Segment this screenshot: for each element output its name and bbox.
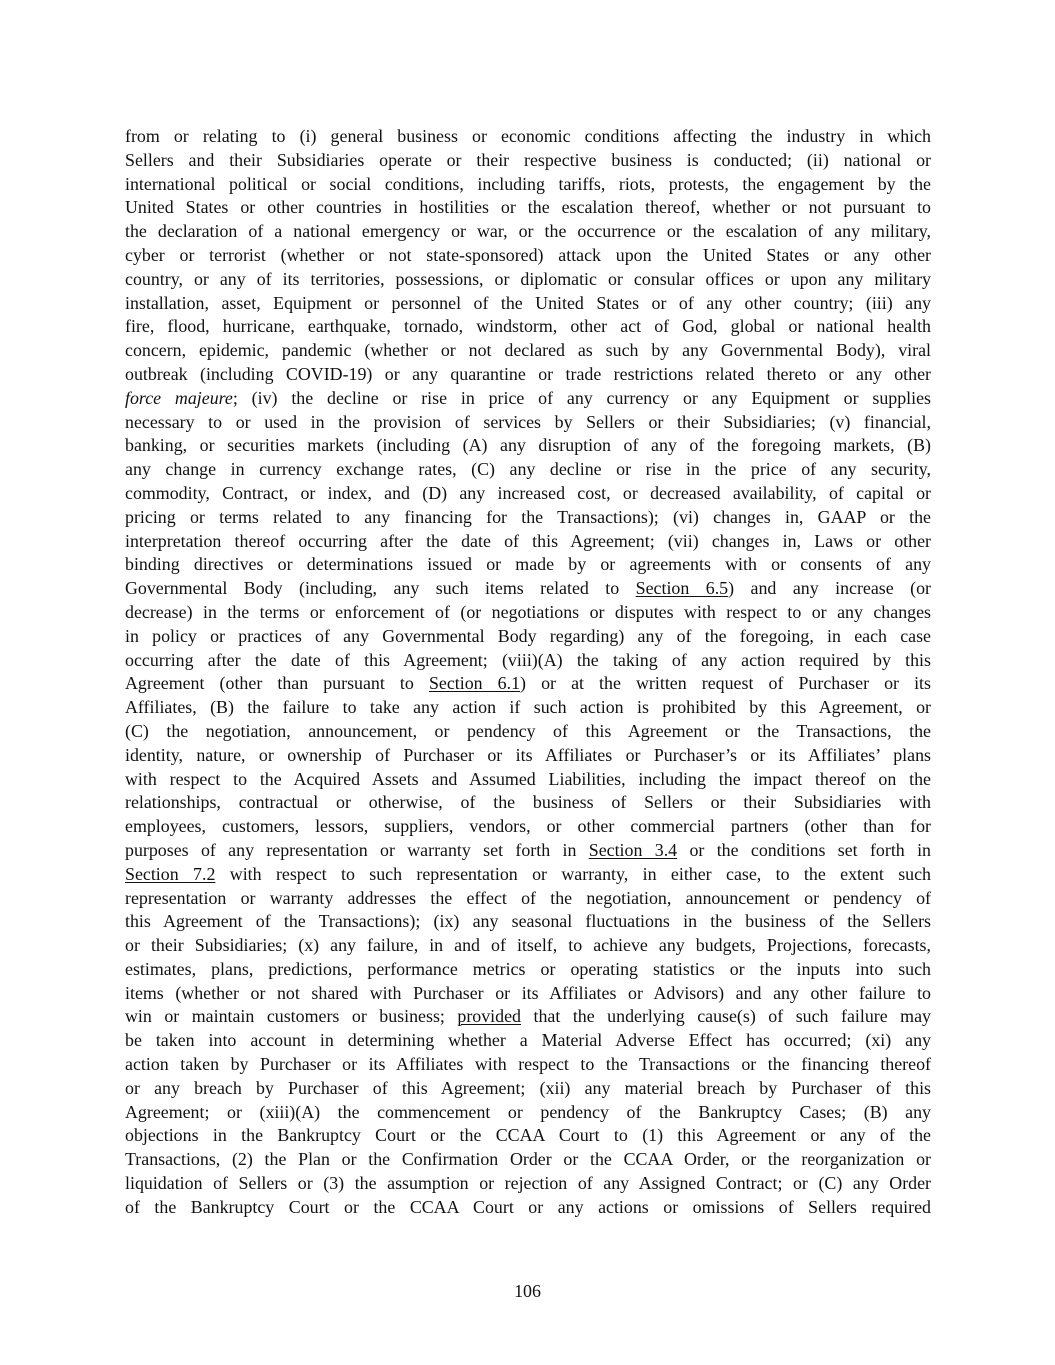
text-line bbox=[125, 149, 931, 173]
text-line bbox=[125, 958, 931, 982]
text-line bbox=[125, 292, 931, 316]
text-line bbox=[125, 1029, 931, 1053]
text-line bbox=[125, 887, 931, 911]
text-segment: Affiliates, (B) the failure to take any action if such action is prohibited by this Agreement, or bbox=[125, 697, 931, 718]
text-segment: Governmental Body (including, any such items related to bbox=[125, 578, 636, 599]
text-segment: any change in currency exchange rates, (C) any decline or rise in the price of any security, bbox=[125, 459, 931, 480]
text-segment: Agreement; or (xiii)(A) the commencement or pendency of the Bankruptcy Cases; (B) any bbox=[125, 1101, 931, 1122]
text-line bbox=[125, 910, 931, 934]
text-segment: be taken into account in determining whether a Material Adverse Effect has occurred; (xi) any bbox=[125, 1030, 931, 1051]
text-line bbox=[125, 530, 931, 554]
text-segment: occurring after the date of this Agreement; (viii)(A) the taking of any action required by this bbox=[125, 649, 931, 670]
text-line bbox=[125, 577, 931, 601]
text-line bbox=[125, 744, 931, 768]
text-segment: representation or warranty addresses the effect of the negotiation, announcement or pendency of bbox=[125, 887, 931, 908]
text-line bbox=[125, 696, 931, 720]
text-line bbox=[125, 1196, 931, 1220]
text-line bbox=[125, 1148, 931, 1172]
text-segment: Agreement (other than pursuant to bbox=[125, 673, 429, 694]
text-segment: necessary to or used in the provision of services by Sellers or their Subsidiaries; (v) financial, bbox=[125, 411, 931, 432]
text-line bbox=[125, 982, 931, 1006]
italic-term: force majeure bbox=[125, 387, 233, 408]
section-reference: Section 7.2 bbox=[125, 863, 216, 884]
text-segment: purposes of any representation or warranty set forth in bbox=[125, 839, 589, 860]
text-segment: outbreak (including COVID-19) or any quarantine or trade restrictions related thereto or any other bbox=[125, 363, 931, 384]
text-segment: that the underlying cause(s) of such failure may bbox=[521, 1006, 931, 1027]
text-segment: identity, nature, or ownership of Purchaser or its Affiliates or Purchaser’s or its Affiliates’ plans bbox=[125, 744, 931, 765]
text-segment: concern, epidemic, pandemic (whether or not declared as such by any Governmental Body), viral bbox=[125, 340, 931, 361]
text-line bbox=[125, 1053, 931, 1077]
text-line bbox=[125, 458, 931, 482]
text-segment: this Agreement of the Transactions); (ix) any seasonal fluctuations in the business of the Sellers bbox=[125, 911, 931, 932]
text-segment: pricing or terms related to any financing for the Transactions); (vi) changes in, GAAP or the bbox=[125, 506, 931, 527]
text-segment: win or maintain customers or business; bbox=[125, 1006, 458, 1027]
text-line bbox=[125, 220, 931, 244]
text-segment: liquidation of Sellers or (3) the assumption or rejection of any Assigned Contract; or (C) any Order bbox=[125, 1173, 931, 1194]
text-segment: or their Subsidiaries; (x) any failure, in and of itself, to achieve any budgets, Projections, forecasts, bbox=[125, 935, 931, 956]
text-segment: items (whether or not shared with Purchaser or its Affiliates or Advisors) and any other failure to bbox=[125, 982, 931, 1003]
text-line bbox=[125, 125, 931, 149]
text-line bbox=[125, 506, 931, 530]
text-line bbox=[125, 553, 931, 577]
text-segment: Sellers and their Subsidiaries operate or their respective business is conducted; (ii) national or bbox=[125, 149, 931, 170]
text-segment: estimates, plans, predictions, performance metrics or operating statistics or the inputs into such bbox=[125, 958, 931, 979]
text-line bbox=[125, 768, 931, 792]
section-reference: Section 3.4 bbox=[588, 839, 678, 860]
text-segment: employees, customers, lessors, suppliers, vendors, or other commercial partners (other than for bbox=[125, 816, 931, 837]
text-line bbox=[125, 720, 931, 744]
text-segment: country, or any of its territories, possessions, or diplomatic or consular offices or upon any military bbox=[125, 268, 931, 289]
text-segment: with respect to the Acquired Assets and Assumed Liabilities, including the impact thereof on the bbox=[125, 768, 931, 789]
section-reference: Section 6.1 bbox=[428, 673, 521, 694]
text-line bbox=[125, 1077, 931, 1101]
text-segment: ; (iv) the decline or rise in price of any currency or any Equipment or supplies bbox=[232, 387, 932, 408]
text-line bbox=[125, 196, 931, 220]
text-line bbox=[125, 244, 931, 268]
text-segment: Transactions, (2) the Plan or the Confirmation Order or the CCAA Order, or the reorganization or bbox=[125, 1149, 931, 1170]
text-segment: cyber or terrorist (whether or not state-sponsored) attack upon the United States or any other bbox=[125, 244, 931, 265]
text-segment: in policy or practices of any Governmental Body regarding) any of the foregoing, in each case bbox=[125, 625, 931, 646]
text-segment: from or relating to (i) general business or economic conditions affecting the industry in which bbox=[125, 126, 931, 146]
text-segment: relationships, contractual or otherwise, of the business of Sellers or their Subsidiaries with bbox=[125, 792, 931, 813]
text-segment: objections in the Bankruptcy Court or the CCAA Court to (1) this Agreement or any of the bbox=[125, 1125, 931, 1146]
text-line bbox=[125, 791, 931, 815]
text-line bbox=[125, 601, 931, 625]
text-segment: international political or social conditions, including tariffs, riots, protests, the engagement by the bbox=[125, 173, 931, 194]
text-line bbox=[125, 1005, 931, 1029]
text-line bbox=[125, 315, 931, 339]
text-segment: with respect to such representation or warranty, in either case, to the extent such bbox=[215, 863, 931, 884]
section-reference: Section 6.5 bbox=[635, 578, 729, 599]
text-line bbox=[125, 839, 931, 863]
text-segment: or any breach by Purchaser of this Agreement; (xii) any material breach by Purchaser of this bbox=[125, 1077, 931, 1098]
text-line bbox=[125, 434, 931, 458]
text-line bbox=[125, 625, 931, 649]
text-line bbox=[125, 863, 931, 887]
text-segment: binding directives or determinations issued or made by or agreements with or consents of any bbox=[125, 554, 931, 575]
text-line bbox=[125, 387, 931, 411]
text-segment: decrease) in the terms or enforcement of (or negotiations or disputes with respect to or any changes bbox=[125, 601, 931, 622]
text-line bbox=[125, 363, 931, 387]
text-line bbox=[125, 649, 931, 673]
text-segment: or the conditions set forth in bbox=[677, 839, 932, 860]
text-segment: (C) the negotiation, announcement, or pendency of this Agreement or the Transactions, the bbox=[125, 720, 931, 741]
text-line bbox=[125, 1172, 931, 1196]
text-segment: action taken by Purchaser or its Affiliates with respect to the Transactions or the financing thereof bbox=[125, 1054, 931, 1075]
text-segment: commodity, Contract, or index, and (D) any increased cost, or decreased availability, of capital or bbox=[125, 482, 931, 503]
text-segment: fire, flood, hurricane, earthquake, tornado, windstorm, other act of God, global or national health bbox=[125, 316, 931, 337]
section-reference: provided bbox=[457, 1006, 521, 1027]
body-paragraph bbox=[125, 125, 931, 1220]
text-segment: ) or at the written request of Purchaser or its bbox=[520, 673, 931, 694]
text-line bbox=[125, 411, 931, 435]
text-line bbox=[125, 1101, 931, 1125]
text-line bbox=[125, 934, 931, 958]
text-line bbox=[125, 1124, 931, 1148]
text-segment: ) and any increase (or bbox=[728, 578, 932, 599]
text-segment: banking, or securities markets (including (A) any disruption of any of the foregoing markets, (B) bbox=[125, 435, 931, 456]
text-segment: the declaration of a national emergency or war, or the occurrence or the escalation of any military, bbox=[125, 221, 931, 242]
text-line bbox=[125, 672, 931, 696]
text-segment: of the Bankruptcy Court or the CCAA Court or any actions or omissions of Sellers required bbox=[125, 1196, 931, 1217]
text-line bbox=[125, 815, 931, 839]
text-line bbox=[125, 339, 931, 363]
text-line bbox=[125, 482, 931, 506]
text-segment: United States or other countries in hostilities or the escalation thereof, whether or not pursuant to bbox=[125, 197, 931, 218]
text-segment: interpretation thereof occurring after the date of this Agreement; (vii) changes in, Laws or other bbox=[125, 530, 931, 551]
text-segment: installation, asset, Equipment or personnel of the United States or of any other country; (iii) any bbox=[125, 292, 931, 313]
text-line bbox=[125, 268, 931, 292]
text-line bbox=[125, 173, 931, 197]
page-number: 106 bbox=[514, 1281, 541, 1301]
